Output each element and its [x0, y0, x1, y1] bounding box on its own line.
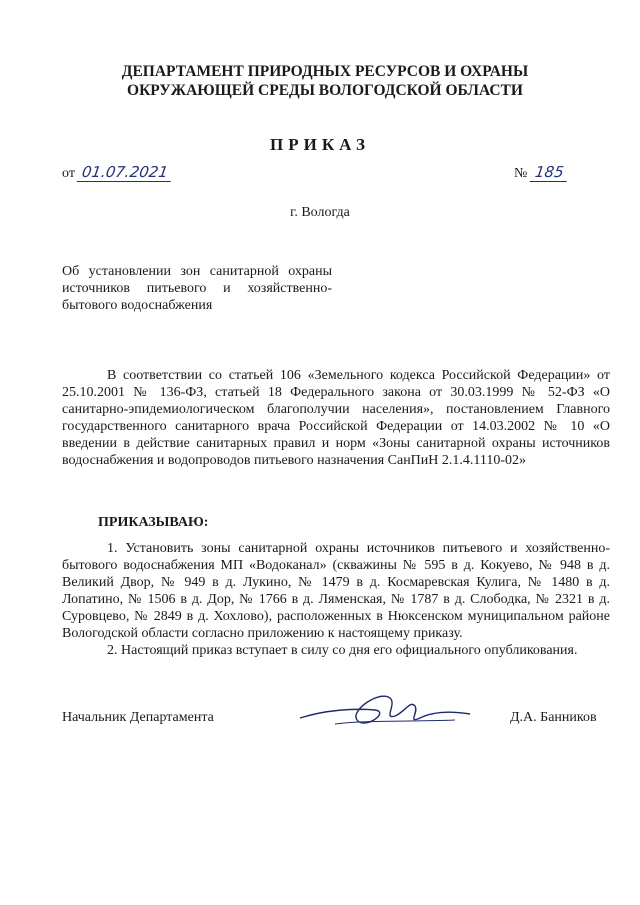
header-line-2: ОКРУЖАЮЩЕЙ СРЕДЫ ВОЛОГОДСКОЙ ОБЛАСТИ: [127, 82, 523, 99]
document-title: ПРИКАЗ: [270, 135, 370, 154]
order-item-1: 1. Установить зоны санитарной охраны источников питьевого и хозяйственно-бытового водоснабжения МП «Водоканал» (скважины № 595 в д. Кокуево, № 948 в д. Великий Двор, № 949 в д. Лукино, № 1479 в д. Космаревская Кулига, № 1480 в д. Лопатино, № 1506 в д. Дор, № 1766 в д. Ляменская, № 1787 в д. Слободка, № 2321 в д. Суровцево, № 2849 в д. Хохлово), расположенных в Нюксенском муниципальном районе Вологодской области согласно приложению к настоящему приказу.: [62, 541, 610, 641]
order-items: [62, 540, 610, 659]
department-header: [60, 62, 590, 100]
city-line: г. Вологда: [290, 205, 350, 220]
signer-position: Начальник Департамента: [62, 710, 214, 725]
handwritten-date: 01.07.2021: [77, 163, 174, 182]
handwritten-signature: [295, 680, 475, 740]
order-item-2: 2. Настоящий приказ вступает в силу со дня его официального опубликования.: [107, 643, 578, 658]
handwritten-number: 185: [530, 163, 569, 182]
number-prefix: №: [514, 166, 528, 181]
header-line-1: ДЕПАРТАМЕНТ ПРИРОДНЫХ РЕСУРСОВ И ОХРАНЫ: [121, 63, 529, 80]
date-prefix: от: [62, 166, 75, 181]
signer-name: Д.А. Банников: [510, 710, 597, 725]
order-keyword: ПРИКАЗЫВАЮ:: [98, 515, 209, 530]
date-row: [62, 163, 172, 182]
legal-basis-paragraph: В соответствии со статьей 106 «Земельного кодекса Российской Федерации» от 25.10.2001 № 136-ФЗ, статьей 18 Федерального закона от 30.03.1999 № 52-ФЗ «О санитарно-эпидемиологическом благополучии населения», постановлением Главного государственного санитарного врача Российской Федерации от 14.03.2002 № 10 «О введении в действие санитарных правил и норм «Зоны санитарной охраны источников водоснабжения и водопроводов питьевого назначения СанПиН 2.1.4.1110-02»: [62, 368, 610, 468]
order-subject: Об установлении зон санитарной охраны источников питьевого и хозяйственно-бытового водоснабжения: [62, 264, 332, 313]
number-row: [514, 163, 568, 182]
